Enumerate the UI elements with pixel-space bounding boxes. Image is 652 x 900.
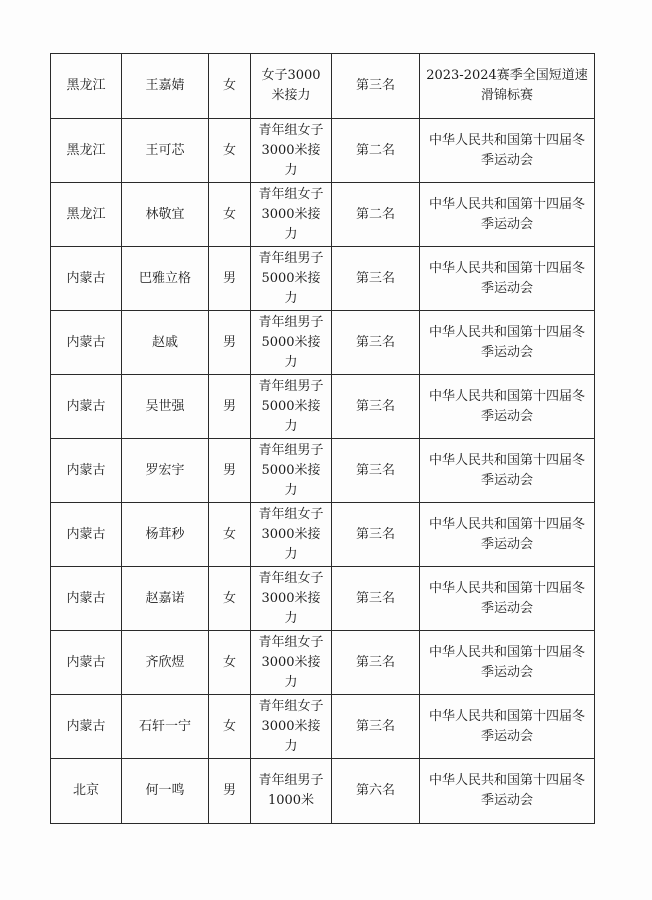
cell-competition: 中华人民共和国第十四届冬季运动会 <box>420 695 595 759</box>
cell-competition: 中华人民共和国第十四届冬季运动会 <box>420 375 595 439</box>
table-row <box>51 247 595 311</box>
cell-gender: 女 <box>209 631 251 695</box>
cell-athlete-name: 杨茸秒 <box>122 503 209 567</box>
cell-gender: 女 <box>209 119 251 183</box>
table-body <box>51 54 595 824</box>
cell-region: 内蒙古 <box>51 311 122 375</box>
cell-gender: 男 <box>209 247 251 311</box>
cell-gender: 女 <box>209 567 251 631</box>
cell-event: 青年组女子3000米接力 <box>251 695 332 759</box>
table-row <box>51 759 595 824</box>
cell-placement: 第三名 <box>332 247 420 311</box>
cell-competition: 中华人民共和国第十四届冬季运动会 <box>420 119 595 183</box>
cell-athlete-name: 石轩一宁 <box>122 695 209 759</box>
cell-placement: 第二名 <box>332 183 420 247</box>
table-row <box>51 695 595 759</box>
cell-region: 内蒙古 <box>51 247 122 311</box>
cell-event: 青年组女子3000米接力 <box>251 503 332 567</box>
cell-competition: 中华人民共和国第十四届冬季运动会 <box>420 247 595 311</box>
cell-competition: 中华人民共和国第十四届冬季运动会 <box>420 183 595 247</box>
cell-placement: 第二名 <box>332 119 420 183</box>
cell-competition: 中华人民共和国第十四届冬季运动会 <box>420 631 595 695</box>
cell-competition: 中华人民共和国第十四届冬季运动会 <box>420 567 595 631</box>
cell-gender: 女 <box>209 183 251 247</box>
cell-athlete-name: 王可芯 <box>122 119 209 183</box>
cell-event: 青年组女子3000米接力 <box>251 183 332 247</box>
cell-event: 青年组女子3000米接力 <box>251 119 332 183</box>
cell-athlete-name: 林敬宜 <box>122 183 209 247</box>
cell-region: 北京 <box>51 759 122 824</box>
cell-region: 内蒙古 <box>51 503 122 567</box>
cell-athlete-name: 赵戚 <box>122 311 209 375</box>
cell-athlete-name: 罗宏宇 <box>122 439 209 503</box>
cell-placement: 第三名 <box>332 695 420 759</box>
cell-event: 青年组男子5000米接力 <box>251 311 332 375</box>
cell-event: 青年组男子5000米接力 <box>251 247 332 311</box>
cell-placement: 第三名 <box>332 439 420 503</box>
cell-placement: 第三名 <box>332 375 420 439</box>
cell-gender: 男 <box>209 439 251 503</box>
cell-athlete-name: 齐欣煜 <box>122 631 209 695</box>
table-row <box>51 631 595 695</box>
cell-event: 青年组男子5000米接力 <box>251 375 332 439</box>
cell-athlete-name: 巴雅立格 <box>122 247 209 311</box>
cell-competition: 中华人民共和国第十四届冬季运动会 <box>420 759 595 824</box>
table-row <box>51 183 595 247</box>
cell-event: 女子3000米接力 <box>251 54 332 119</box>
table-row <box>51 311 595 375</box>
cell-event: 青年组女子3000米接力 <box>251 567 332 631</box>
cell-placement: 第三名 <box>332 311 420 375</box>
table-row <box>51 54 595 119</box>
cell-athlete-name: 吴世强 <box>122 375 209 439</box>
cell-region: 黑龙江 <box>51 54 122 119</box>
cell-placement: 第三名 <box>332 54 420 119</box>
cell-gender: 男 <box>209 311 251 375</box>
table-row <box>51 119 595 183</box>
table-row <box>51 439 595 503</box>
cell-placement: 第三名 <box>332 567 420 631</box>
cell-competition: 中华人民共和国第十四届冬季运动会 <box>420 503 595 567</box>
cell-region: 内蒙古 <box>51 567 122 631</box>
cell-gender: 女 <box>209 54 251 119</box>
cell-region: 内蒙古 <box>51 631 122 695</box>
table-row <box>51 503 595 567</box>
cell-event: 青年组女子3000米接力 <box>251 631 332 695</box>
table-row <box>51 375 595 439</box>
cell-gender: 男 <box>209 759 251 824</box>
cell-region: 黑龙江 <box>51 119 122 183</box>
cell-competition: 2023-2024赛季全国短道速滑锦标赛 <box>420 54 595 119</box>
cell-competition: 中华人民共和国第十四届冬季运动会 <box>420 311 595 375</box>
table-row <box>51 567 595 631</box>
cell-athlete-name: 何一鸣 <box>122 759 209 824</box>
cell-event: 青年组男子5000米接力 <box>251 439 332 503</box>
cell-region: 内蒙古 <box>51 695 122 759</box>
cell-athlete-name: 赵嘉诺 <box>122 567 209 631</box>
cell-placement: 第三名 <box>332 631 420 695</box>
cell-region: 内蒙古 <box>51 439 122 503</box>
cell-gender: 女 <box>209 695 251 759</box>
cell-event: 青年组男子1000米 <box>251 759 332 824</box>
cell-competition: 中华人民共和国第十四届冬季运动会 <box>420 439 595 503</box>
cell-placement: 第六名 <box>332 759 420 824</box>
cell-placement: 第三名 <box>332 503 420 567</box>
cell-region: 内蒙古 <box>51 375 122 439</box>
cell-gender: 女 <box>209 503 251 567</box>
cell-region: 黑龙江 <box>51 183 122 247</box>
athlete-results-table <box>50 53 595 824</box>
cell-athlete-name: 王嘉婧 <box>122 54 209 119</box>
cell-gender: 男 <box>209 375 251 439</box>
